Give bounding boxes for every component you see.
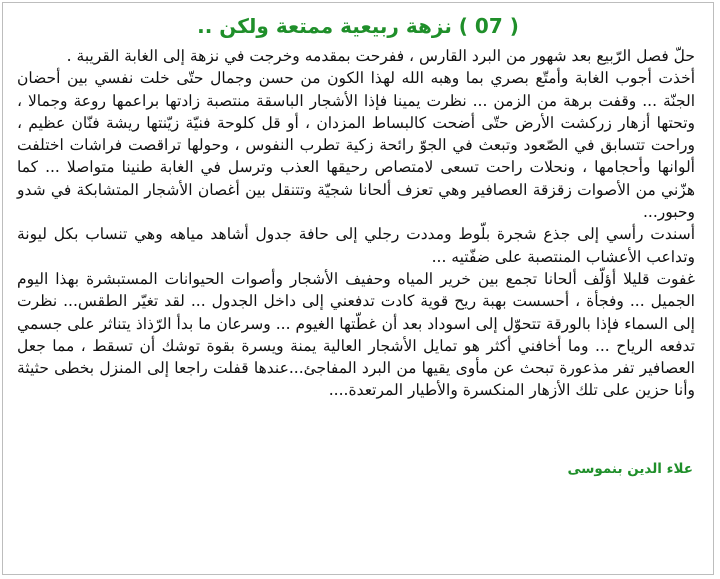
paragraph: أسندت رأسي إلى جذع شجرة بلّوط ومددت رجلي إلى حافة جدول أشاهد مياهه وهي تنساب بكل ليونة وتداعب الأعشاب المنتصبة على ضفّتيه ... (17, 225, 695, 266)
paragraph: أخذت أجوب الغابة وأمتّع بصري بما وهبه الله لهذا الكون من حسن وجمال حتّى خلت نفسي بين أحضان الجنّة ... وقفت برهة من الزمن ... نظرت يمينا فإذا الأشجار الباسقة منتصبة زادتها براعمها روعة وجمالا ، وتحتها أزهار زركشت الأرض حتّى أضحت كالبساط المزدان ، أو قل كلوحة فنيّة زيّنتها ريشة فنّان عظيم ، وراحت تتسابق في الصّعود وتبعث في الجوّ رائحة زكية تطرب النفوس ، وحولها تراقصت فراشات اختلفت ألوانها وأحجامها ، ونحلات راحت تسعى لامتصاص رحيقها العذب وترسل في الغابة طنينا متواصلا ... كما هزّني من الأصوات زقزقة العصافير وهي تعزف ألحانا شجيّة وتتنقل بين أغصان الأشجار المتشابكة في شدو وحبور... (17, 69, 695, 222)
document-body (17, 45, 695, 402)
author-signature: علاء الدين بنموسى (567, 461, 693, 477)
paragraph: غفوت قليلا أؤلّف ألحانا تجمع بين خرير المياه وحفيف الأشجار وأصوات الحيوانات المستبشرة بهذا اليوم الجميل ... وفجأة ، أحسست بهبة ريح قوية كادت تدفعني إلى داخل الجدول ... لقد تغيّر الطقس... نظرت إلى السماء فإذا بالورقة تتحوّل إلى اسوداد بعد أن غطّتها الغيوم ... وسرعان ما بدأ الرّذاذ يتناثر على جسمي تدفعه الرياح ... وما أخافني أكثر هو تمايل الأشجار العالية يمنة ويسرة بقوة توشك أن تسقط ، مما جعل العصافير تفر مذعورة تبحث عن مأوى يقيها من البرد المفاجئ...عندها قفلت راجعا إلى المنزل بخطى حثيثة وأنا حزين على تلك الأزهار المنكسرة والأطيار المرتعدة.... (17, 269, 695, 400)
document-frame (2, 2, 714, 575)
paragraph: حلّ فصل الرّبيع بعد شهور من البرد القارس ، ففرحت بمقدمه وخرجت في نزهة إلى الغابة القريبة . (66, 47, 695, 65)
document-title: ( 07 ) نزهة ربيعية ممتعة ولكن .. (197, 14, 519, 38)
